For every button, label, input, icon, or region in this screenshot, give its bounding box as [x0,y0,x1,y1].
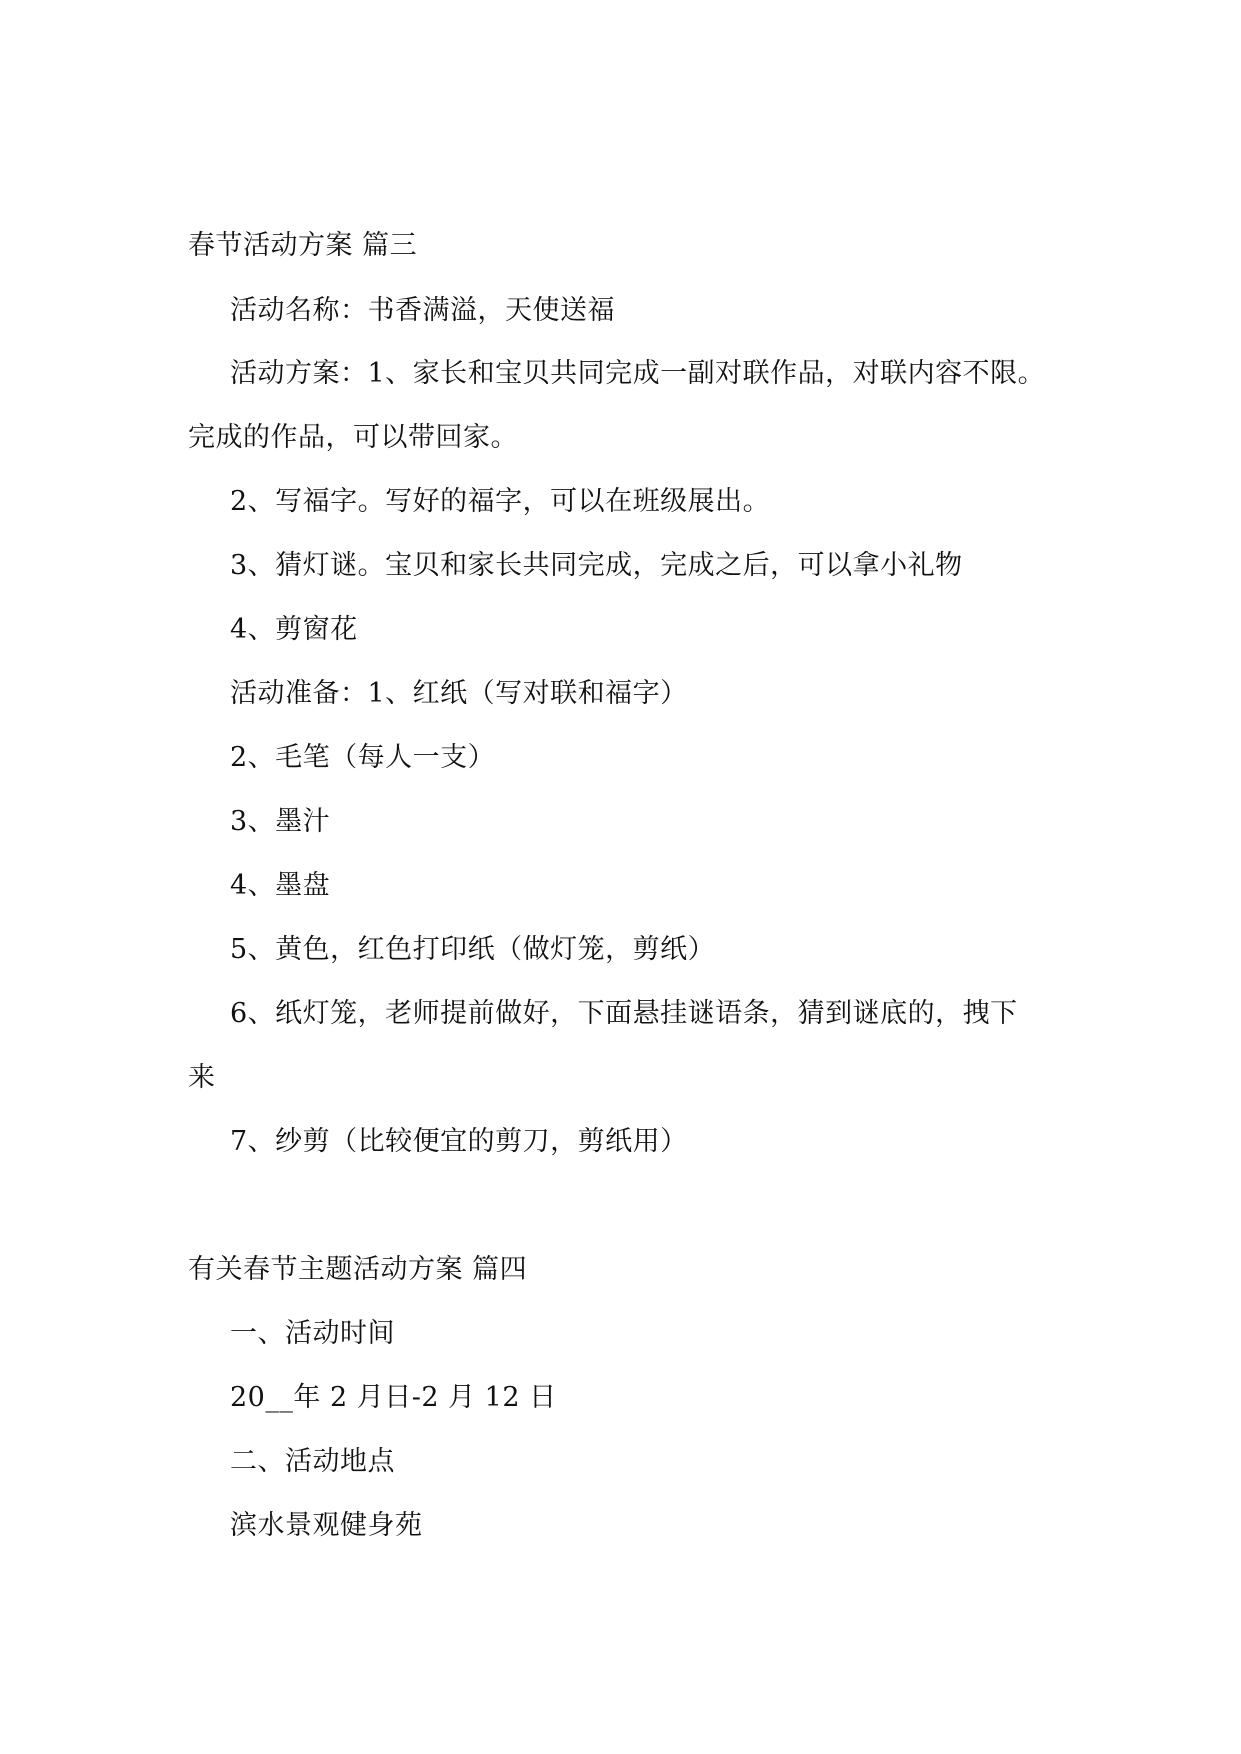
prep-item-6: 6、纸灯笼，老师提前做好，下面悬挂谜语条，猜到谜底的，拽下 [230,998,1018,1029]
prep-item-7: 7、纱剪（比较便宜的剪刀，剪纸用） [230,1126,688,1157]
prep-item-2: 2、毛笔（每人一支） [230,742,496,773]
plan-line-1-continued: 完成的作品，可以带回家。 [188,422,518,453]
plan-item-2: 2、写福字。写好的福字，可以在班级展出。 [230,486,771,517]
prep-item-6-continued: 来 [188,1062,216,1093]
prep-item-1: 活动准备：1、红纸（写对联和福字） [230,678,688,709]
heading-activity-time: 一、活动时间 [230,1318,395,1349]
plan-item-3: 3、猜灯谜。宝贝和家长共同完成，完成之后，可以拿小礼物 [230,550,963,581]
prep-item-5: 5、黄色，红色打印纸（做灯笼，剪纸） [230,934,716,965]
activity-time-value: 20__年 2 月日-2 月 12 日 [230,1382,557,1413]
plan-item-4: 4、剪窗花 [230,614,358,645]
section3-title: 春节活动方案 篇三 [188,230,418,261]
prep-item-3: 3、墨汁 [230,806,331,837]
plan-line-1: 活动方案：1、家长和宝贝共同完成一副对联作品，对联内容不限。 [230,358,1046,389]
heading-activity-place: 二、活动地点 [230,1446,395,1477]
section4-title: 有关春节主题活动方案 篇四 [188,1254,528,1285]
activity-name: 活动名称：书香满溢，天使送福 [230,295,615,326]
prep-item-4: 4、墨盘 [230,870,331,901]
activity-place-value: 滨水景观健身苑 [230,1510,423,1541]
